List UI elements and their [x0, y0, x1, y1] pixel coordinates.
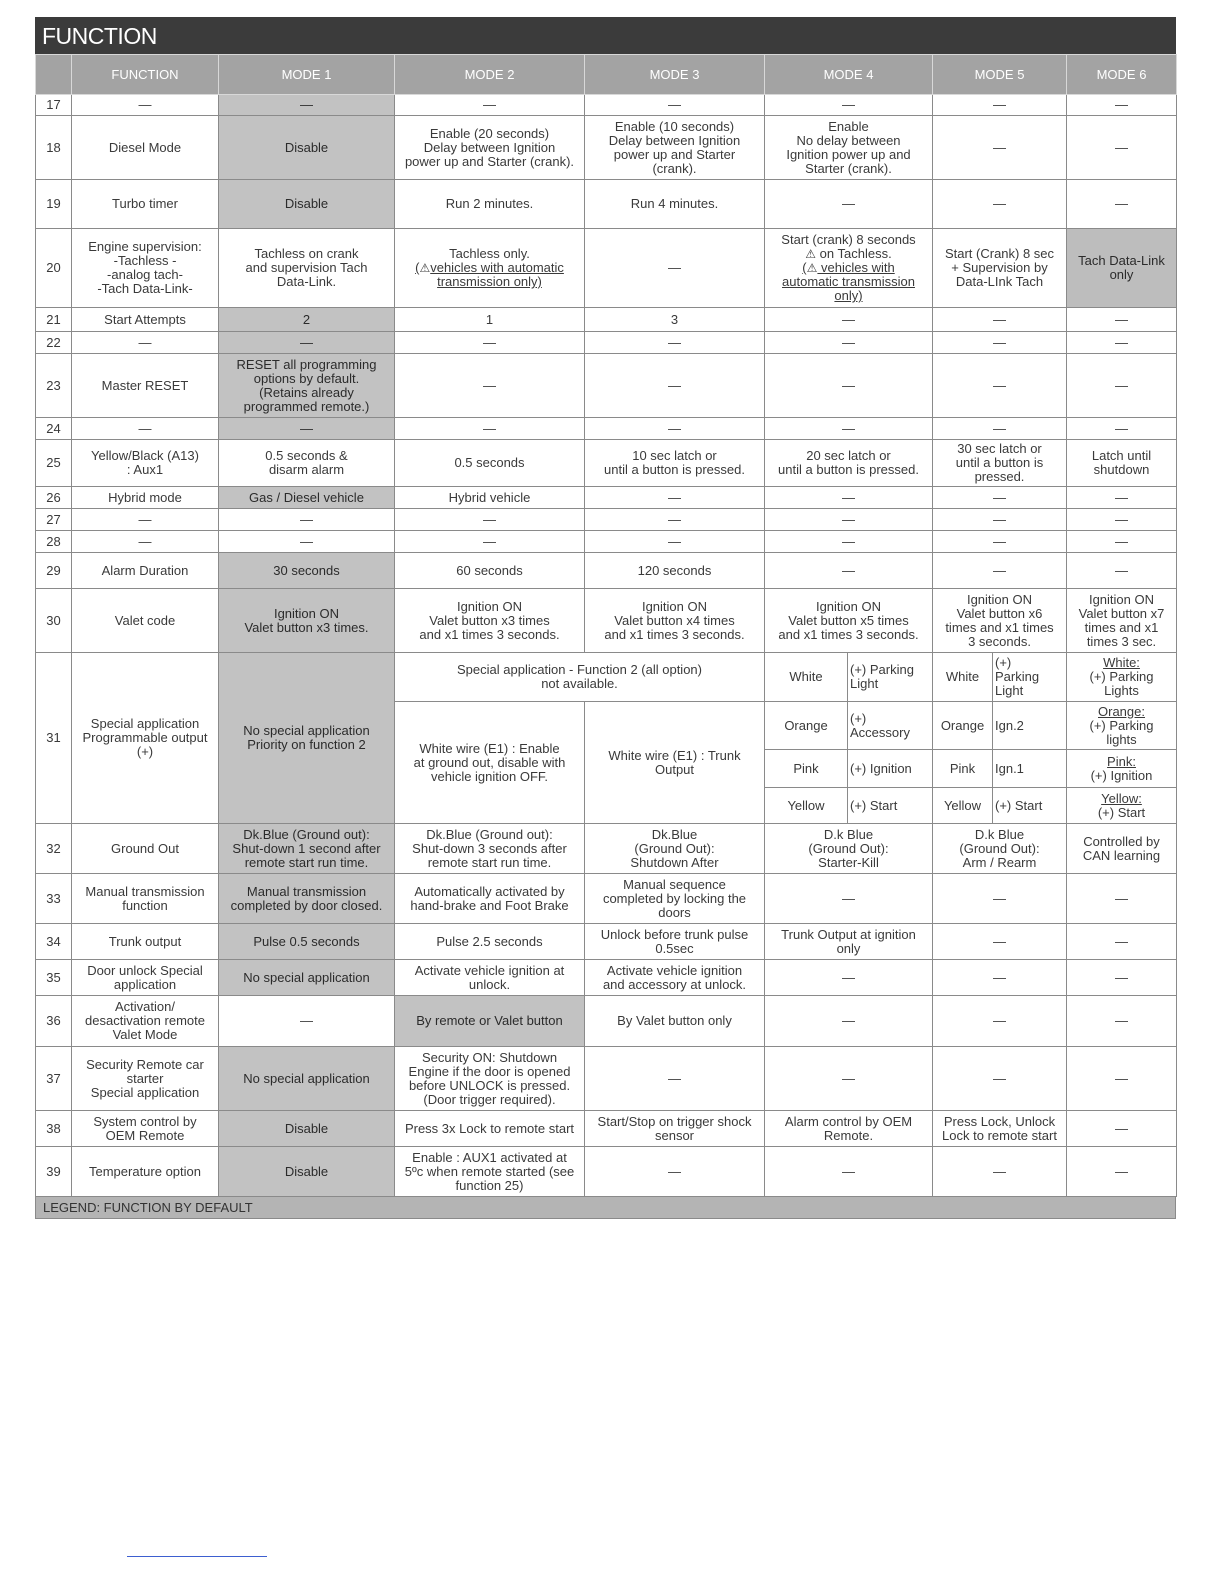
mode-2-warning-text: vehicles with automatic — [430, 260, 564, 275]
row-number: 31 — [36, 653, 72, 824]
mode-5-output: Ign.1 — [993, 750, 1067, 788]
row-number: 29 — [36, 553, 72, 589]
mode-5-cell: — — [933, 1147, 1067, 1197]
footer-link-line — [127, 1556, 267, 1557]
mode-5-cell: Ignition ON Valet button x6 times and x1 times 3 seconds. — [933, 589, 1067, 653]
mode-5-cell: Press Lock, Unlock Lock to remote start — [933, 1111, 1067, 1147]
mode-4-color: White — [765, 653, 848, 702]
mode-3-cell: 10 sec latch or until a button is pressed. — [585, 440, 765, 487]
mode-4-output: (+) Accessory — [848, 702, 933, 750]
row-number: 34 — [36, 924, 72, 960]
mode-3-cell: — — [585, 332, 765, 354]
mode-1-cell: No special application Priority on function 2 — [219, 653, 395, 824]
mode-6-cell — [1067, 653, 1177, 702]
function-cell: Hybrid mode — [72, 487, 219, 509]
mode-2-cell: — — [395, 418, 585, 440]
row-number: 35 — [36, 960, 72, 996]
mode-6-cell: — — [1067, 354, 1177, 418]
mode-5-cell: — — [933, 960, 1067, 996]
function-cell: Ground Out — [72, 824, 219, 874]
row-number: 19 — [36, 180, 72, 229]
function-cell: Activation/ desactivation remote Valet Mode — [72, 996, 219, 1047]
mode-1-cell: — — [219, 95, 395, 116]
row-number: 27 — [36, 509, 72, 531]
mode-3-cell: 120 seconds — [585, 553, 765, 589]
mode-5-color: Yellow — [933, 788, 993, 824]
mode-2-cell: — — [395, 95, 585, 116]
function-cell: Engine supervision: -Tachless - -analog tach- -Tach Data-Link- — [72, 229, 219, 308]
header-function: FUNCTION — [72, 55, 219, 95]
mode-2-cell: — — [395, 509, 585, 531]
row-number: 36 — [36, 996, 72, 1047]
mode-1-cell: Dk.Blue (Ground out): Shut-down 1 second after remote start run time. — [219, 824, 395, 874]
mode-4-cell: 20 sec latch or until a button is pressed. — [765, 440, 933, 487]
function-cell: Special application Programmable output (+) — [72, 653, 219, 824]
mode-5-output: (+) Parking Light — [993, 653, 1067, 702]
header-row — [36, 55, 1177, 95]
mode-2-line: transmission only) — [437, 274, 542, 289]
mode-6-cell: — — [1067, 996, 1177, 1047]
mode-5-cell: — — [933, 874, 1067, 924]
mode-1-cell: Disable — [219, 1111, 395, 1147]
mode-1-cell: RESET all programming options by default. (Retains already programmed remote.) — [219, 354, 395, 418]
mode-3-cell: — — [585, 509, 765, 531]
mode-5-cell: — — [933, 1047, 1067, 1111]
mode-4-cell: — — [765, 960, 933, 996]
mode-6-cell: — — [1067, 308, 1177, 332]
mode-1-cell: — — [219, 509, 395, 531]
function-cell: Alarm Duration — [72, 553, 219, 589]
mode-1-cell: 2 — [219, 308, 395, 332]
mode-6-cell: — — [1067, 332, 1177, 354]
mode-2-cell: Enable (20 seconds) Delay between Ignition power up and Starter (crank). — [395, 116, 585, 180]
row-number: 24 — [36, 418, 72, 440]
mode-2-cell: 1 — [395, 308, 585, 332]
table-row — [36, 487, 1177, 509]
row-number: 21 — [36, 308, 72, 332]
mode-5-cell: — — [933, 308, 1067, 332]
table-row — [36, 354, 1177, 418]
function-cell: — — [72, 531, 219, 553]
mode-4-color: Yellow — [765, 788, 848, 824]
table-row — [36, 924, 1177, 960]
mode-4-output: (+) Start — [848, 788, 933, 824]
table-row — [36, 116, 1177, 180]
mode-4-text: on Tachless. — [819, 246, 892, 261]
mode-6-color: Orange: — [1098, 703, 1145, 719]
mode-1-cell: 0.5 seconds & disarm alarm — [219, 440, 395, 487]
mode-3-cell: — — [585, 1047, 765, 1111]
mode-5-cell: — — [933, 924, 1067, 960]
mode-6-cell: Latch until shutdown — [1067, 440, 1177, 487]
mode-6-cell — [1067, 788, 1177, 824]
mode-4-cell: Alarm control by OEM Remote. — [765, 1111, 933, 1147]
mode-3-cell: Run 4 minutes. — [585, 180, 765, 229]
table-row — [36, 180, 1177, 229]
table-row — [36, 996, 1177, 1047]
mode-3-cell: — — [585, 487, 765, 509]
mode-2-cell: — — [395, 354, 585, 418]
mode-4-cell: Enable No delay between Ignition power up and Starter (crank). — [765, 116, 933, 180]
mode-2-3-cell: Special application - Function 2 (all option) not available. — [395, 653, 765, 702]
row-number: 39 — [36, 1147, 72, 1197]
table-row — [36, 553, 1177, 589]
mode-3-cell: Unlock before trunk pulse 0.5sec — [585, 924, 765, 960]
row-number: 22 — [36, 332, 72, 354]
mode-1-cell: — — [219, 996, 395, 1047]
mode-5-cell: — — [933, 95, 1067, 116]
mode-3-cell: White wire (E1) : Trunk Output — [585, 702, 765, 824]
mode-2-cell: Automatically activated by hand-brake and Foot Brake — [395, 874, 585, 924]
mode-4-color: Pink — [765, 750, 848, 788]
mode-4-cell: — — [765, 531, 933, 553]
mode-6-cell — [1067, 750, 1177, 788]
mode-3-cell: Start/Stop on trigger shock sensor — [585, 1111, 765, 1147]
row-number: 26 — [36, 487, 72, 509]
mode-4-cell: — — [765, 180, 933, 229]
header-mode-1: MODE 1 — [219, 55, 395, 95]
mode-2-cell: Activate vehicle ignition at unlock. — [395, 960, 585, 996]
mode-5-cell: — — [933, 418, 1067, 440]
mode-4-cell: D.k Blue (Ground Out): Starter-Kill — [765, 824, 933, 874]
mode-3-cell: Enable (10 seconds) Delay between Ignition power up and Starter (crank). — [585, 116, 765, 180]
mode-5-cell: — — [933, 180, 1067, 229]
mode-2-cell: Ignition ON Valet button x3 times and x1 times 3 seconds. — [395, 589, 585, 653]
table-row — [36, 1047, 1177, 1111]
mode-6-color: Yellow: — [1101, 790, 1142, 806]
mode-3-cell: — — [585, 418, 765, 440]
mode-6-cell: Controlled by CAN learning — [1067, 824, 1177, 874]
mode-4-cell: Trunk Output at ignition only — [765, 924, 933, 960]
function-cell: — — [72, 509, 219, 531]
mode-5-output: Ign.2 — [993, 702, 1067, 750]
mode-3-cell: — — [585, 531, 765, 553]
mode-4-cell: — — [765, 874, 933, 924]
mode-3-cell: Activate vehicle ignition and accessory at unlock. — [585, 960, 765, 996]
mode-6-cell: Ignition ON Valet button x7 times and x1 times 3 sec. — [1067, 589, 1177, 653]
function-cell: Yellow/Black (A13) : Aux1 — [72, 440, 219, 487]
mode-2-cell: — — [395, 332, 585, 354]
mode-6-color: Pink: — [1107, 753, 1136, 769]
mode-2-cell: 0.5 seconds — [395, 440, 585, 487]
mode-4-line: Start (crank) 8 seconds — [781, 232, 916, 247]
mode-2-cell: Hybrid vehicle — [395, 487, 585, 509]
table-row — [36, 418, 1177, 440]
header-mode-5: MODE 5 — [933, 55, 1067, 95]
row-number: 28 — [36, 531, 72, 553]
mode-6-output: (+) Parking Lights — [1089, 669, 1154, 698]
function-cell: Security Remote car starter Special application — [72, 1047, 219, 1111]
function-cell: Valet code — [72, 589, 219, 653]
mode-4-output: (+) Ignition — [848, 750, 933, 788]
mode-1-cell: — — [219, 418, 395, 440]
mode-4-text: vehicles with — [821, 260, 895, 275]
page-title: FUNCTION — [35, 17, 1176, 54]
function-cell: Diesel Mode — [72, 116, 219, 180]
function-cell: Temperature option — [72, 1147, 219, 1197]
mode-1-cell: No special application — [219, 1047, 395, 1111]
mode-5-cell: Start (Crank) 8 sec + Supervision by Data-LInk Tach — [933, 229, 1067, 308]
function-cell: Manual transmission function — [72, 874, 219, 924]
mode-3-cell: Manual sequence completed by locking the doors — [585, 874, 765, 924]
mode-6-cell: — — [1067, 487, 1177, 509]
mode-4-warning-line — [767, 261, 930, 275]
table-row — [36, 531, 1177, 553]
row-number: 30 — [36, 589, 72, 653]
mode-6-output: (+) Start — [1097, 804, 1146, 820]
mode-2-cell: — — [395, 531, 585, 553]
table-row — [36, 960, 1177, 996]
function-cell: Door unlock Special application — [72, 960, 219, 996]
mode-4-cell: — — [765, 553, 933, 589]
mode-3-cell: Dk.Blue (Ground Out): Shutdown After — [585, 824, 765, 874]
mode-6-cell: — — [1067, 531, 1177, 553]
mode-6-output: (+) Ignition — [1090, 767, 1153, 783]
mode-6-cell: — — [1067, 116, 1177, 180]
mode-4-cell: — — [765, 95, 933, 116]
warning-icon: ⚠ — [805, 247, 817, 261]
mode-6-cell: — — [1067, 180, 1177, 229]
mode-6-cell: — — [1067, 874, 1177, 924]
mode-5-cell: D.k Blue (Ground Out): Arm / Rearm — [933, 824, 1067, 874]
mode-4-color: Orange — [765, 702, 848, 750]
mode-2-cell: By remote or Valet button — [395, 996, 585, 1047]
mode-2-cell: Security ON: Shutdown Engine if the door is opened before UNLOCK is pressed. (Door trigger required). — [395, 1047, 585, 1111]
mode-4-cell: — — [765, 509, 933, 531]
function-table-sheet — [35, 17, 1176, 1219]
mode-4-cell: — — [765, 418, 933, 440]
mode-6-cell — [1067, 702, 1177, 750]
mode-3-cell: — — [585, 229, 765, 308]
mode-3-cell: Ignition ON Valet button x4 times and x1 times 3 seconds. — [585, 589, 765, 653]
function-cell: Start Attempts — [72, 308, 219, 332]
table-row — [36, 440, 1177, 487]
function-cell: System control by OEM Remote — [72, 1111, 219, 1147]
mode-6-cell: — — [1067, 418, 1177, 440]
function-cell: Trunk output — [72, 924, 219, 960]
table-row — [36, 229, 1177, 308]
row-number: 38 — [36, 1111, 72, 1147]
table-row — [36, 824, 1177, 874]
function-table — [35, 54, 1177, 1197]
mode-6-output: (+) Parking lights — [1089, 717, 1154, 747]
mode-3-cell: 3 — [585, 308, 765, 332]
row-number: 17 — [36, 95, 72, 116]
row-number: 20 — [36, 229, 72, 308]
mode-2-cell: Pulse 2.5 seconds — [395, 924, 585, 960]
table-row — [36, 509, 1177, 531]
mode-5-cell: — — [933, 487, 1067, 509]
header-mode-6: MODE 6 — [1067, 55, 1177, 95]
mode-2-line: Tachless only. — [449, 246, 530, 261]
mode-2-cell: Dk.Blue (Ground out): Shut-down 3 seconds after remote start run time. — [395, 824, 585, 874]
mode-4-cell: — — [765, 1047, 933, 1111]
mode-2-cell: Enable : AUX1 activated at 5ºc when remote started (see function 25) — [395, 1147, 585, 1197]
mode-3-cell: By Valet button only — [585, 996, 765, 1047]
mode-6-cell: — — [1067, 1111, 1177, 1147]
mode-5-output: (+) Start — [993, 788, 1067, 824]
mode-2-cell: 60 seconds — [395, 553, 585, 589]
mode-5-cell: — — [933, 116, 1067, 180]
mode-5-color: Orange — [933, 702, 993, 750]
mode-4-cell: — — [765, 1147, 933, 1197]
table-row — [36, 653, 1177, 702]
paren: ( — [415, 260, 420, 275]
legend-bar: LEGEND: FUNCTION BY DEFAULT — [35, 1197, 1176, 1219]
header-num — [36, 55, 72, 95]
mode-6-cell: — — [1067, 95, 1177, 116]
function-cell: Turbo timer — [72, 180, 219, 229]
mode-1-cell: 30 seconds — [219, 553, 395, 589]
table-row — [36, 308, 1177, 332]
header-mode-4: MODE 4 — [765, 55, 933, 95]
mode-1-cell: Gas / Diesel vehicle — [219, 487, 395, 509]
mode-5-color: White — [933, 653, 993, 702]
mode-1-cell: — — [219, 332, 395, 354]
mode-4-cell: Ignition ON Valet button x5 times and x1 times 3 seconds. — [765, 589, 933, 653]
mode-4-output: (+) Parking Light — [848, 653, 933, 702]
warning-icon: ⚠ — [806, 261, 818, 275]
mode-1-cell: Pulse 0.5 seconds — [219, 924, 395, 960]
mode-1-cell: Manual transmission completed by door closed. — [219, 874, 395, 924]
table-row — [36, 1111, 1177, 1147]
table-row — [36, 874, 1177, 924]
mode-6-cell: — — [1067, 960, 1177, 996]
mode-1-cell: Tachless on crank and supervision Tach Data-Link. — [219, 229, 395, 308]
mode-5-cell: — — [933, 996, 1067, 1047]
mode-4-cell: — — [765, 996, 933, 1047]
row-number: 37 — [36, 1047, 72, 1111]
row-number: 23 — [36, 354, 72, 418]
mode-5-cell: — — [933, 509, 1067, 531]
mode-4-cell: — — [765, 332, 933, 354]
warning-icon: ⚠ — [419, 261, 431, 275]
table-row — [36, 332, 1177, 354]
mode-5-cell: — — [933, 354, 1067, 418]
mode-1-cell: Disable — [219, 1147, 395, 1197]
mode-6-cell: Tach Data-Link only — [1067, 229, 1177, 308]
mode-2-cell: White wire (E1) : Enable at ground out, disable with vehicle ignition OFF. — [395, 702, 585, 824]
mode-1-cell: Disable — [219, 116, 395, 180]
mode-5-color: Pink — [933, 750, 993, 788]
mode-2-warning-line — [397, 261, 582, 275]
mode-2-cell: Run 2 minutes. — [395, 180, 585, 229]
row-number: 32 — [36, 824, 72, 874]
mode-4-line — [767, 247, 930, 261]
mode-6-cell: — — [1067, 509, 1177, 531]
mode-3-cell: — — [585, 1147, 765, 1197]
mode-4-cell: — — [765, 308, 933, 332]
mode-2-cell: Press 3x Lock to remote start — [395, 1111, 585, 1147]
mode-6-color: White: — [1103, 655, 1140, 670]
function-cell: — — [72, 332, 219, 354]
mode-6-cell: — — [1067, 1147, 1177, 1197]
mode-1-cell: — — [219, 531, 395, 553]
mode-4-cell — [765, 229, 933, 308]
mode-5-cell: — — [933, 553, 1067, 589]
mode-5-cell: 30 sec latch or until a button is pressed. — [933, 440, 1067, 487]
function-cell: — — [72, 418, 219, 440]
mode-6-cell: — — [1067, 924, 1177, 960]
table-row — [36, 589, 1177, 653]
mode-4-line: only) — [834, 288, 863, 303]
header-mode-3: MODE 3 — [585, 55, 765, 95]
table-row — [36, 95, 1177, 116]
table-row — [36, 1147, 1177, 1197]
mode-1-cell: Disable — [219, 180, 395, 229]
mode-4-cell: — — [765, 487, 933, 509]
mode-1-cell: Ignition ON Valet button x3 times. — [219, 589, 395, 653]
mode-6-cell: — — [1067, 1047, 1177, 1111]
header-mode-2: MODE 2 — [395, 55, 585, 95]
mode-6-cell: — — [1067, 553, 1177, 589]
mode-1-cell: No special application — [219, 960, 395, 996]
function-cell: — — [72, 95, 219, 116]
mode-4-line: automatic transmission — [782, 274, 915, 289]
mode-2-cell — [395, 229, 585, 308]
paren: ( — [802, 260, 807, 275]
row-number: 33 — [36, 874, 72, 924]
mode-3-cell: — — [585, 354, 765, 418]
mode-5-cell: — — [933, 531, 1067, 553]
mode-3-cell: — — [585, 95, 765, 116]
function-cell: Master RESET — [72, 354, 219, 418]
row-number: 25 — [36, 440, 72, 487]
mode-5-cell: — — [933, 332, 1067, 354]
row-number: 18 — [36, 116, 72, 180]
mode-4-cell: — — [765, 354, 933, 418]
